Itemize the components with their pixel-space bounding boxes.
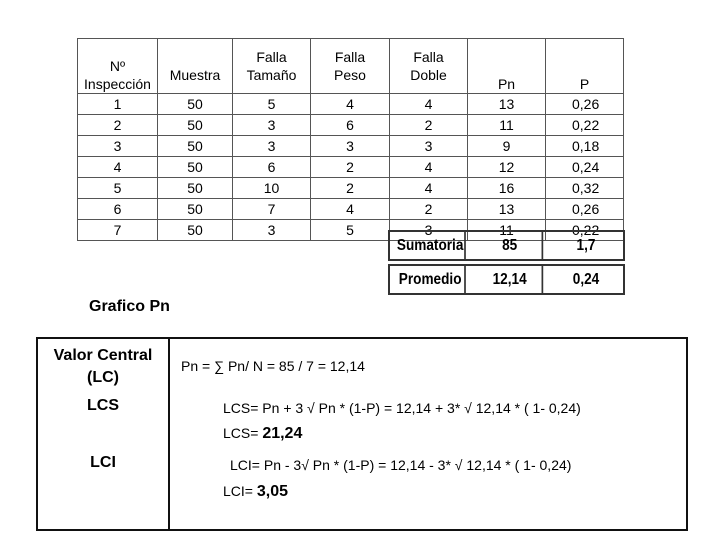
cell-inspection-number: 5	[78, 178, 158, 199]
cell-p: 0,24	[546, 157, 624, 178]
cell-pn: 11	[468, 220, 546, 241]
cell-size-defect: 10	[233, 178, 311, 199]
cell-size-defect: 5	[233, 94, 311, 115]
section-subtitle: Grafico Pn	[89, 298, 170, 315]
table-row	[78, 136, 624, 157]
cell-sample: 50	[158, 94, 233, 115]
cell-weight-defect: 4	[311, 94, 390, 115]
sum-row	[388, 230, 625, 261]
control-limits-panel	[36, 337, 688, 531]
cell-sample: 50	[158, 136, 233, 157]
lcs-formula: LCS= Pn + 3 √ Pn * (1-P) = 12,14 + 3* √ 12,14 * ( 1- 0,24)	[223, 400, 581, 416]
cell-size-defect: 3	[233, 115, 311, 136]
cell-sample: 50	[158, 157, 233, 178]
header-pn: Pn	[468, 39, 546, 94]
lcs-result: LCS= 21,24	[223, 425, 303, 442]
inspection-table	[77, 38, 624, 241]
cell-weight-defect: 2	[311, 178, 390, 199]
table-row	[78, 157, 624, 178]
avg-label: Promedio	[396, 266, 466, 293]
cell-size-defect: 3	[233, 220, 311, 241]
header-inspection-number: Nº Inspección	[78, 39, 158, 94]
cell-double-defect: 4	[390, 157, 468, 178]
cell-weight-defect: 4	[311, 199, 390, 220]
cell-inspection-number: 1	[78, 94, 158, 115]
cell-weight-defect: 3	[311, 136, 390, 157]
sum-p: 1,7	[576, 236, 596, 254]
cell-p: 0,32	[546, 178, 624, 199]
lci-value: 3,05	[256, 483, 288, 500]
cell-weight-defect: 5	[311, 220, 390, 241]
lci-formula: LCI= Pn - 3√ Pn * (1-P) = 12,14 - 3* √ 12,14 * ( 1- 0,24)	[230, 457, 572, 473]
cell-inspection-number: 7	[78, 220, 158, 241]
cell-inspection-number: 4	[78, 157, 158, 178]
cell-double-defect: 2	[390, 199, 468, 220]
cell-p: 0,26	[546, 199, 624, 220]
cell-sample: 50	[158, 199, 233, 220]
cell-pn: 9	[468, 136, 546, 157]
cell-pn: 11	[468, 115, 546, 136]
lci-label: LCI	[90, 454, 116, 471]
panel-divider	[168, 339, 170, 529]
lcs-value: 21,24	[262, 425, 303, 442]
cell-pn: 16	[468, 178, 546, 199]
cell-pn: 12	[468, 157, 546, 178]
cell-pn: 13	[468, 199, 546, 220]
cell-p: 0,22	[546, 220, 624, 241]
lcs-label: LCS	[87, 397, 119, 414]
average-row	[388, 264, 625, 295]
cell-p: 0,22	[546, 115, 624, 136]
table-row	[78, 178, 624, 199]
header-size-defect: Falla Tamaño	[233, 39, 311, 94]
cell-sample: 50	[158, 115, 233, 136]
lc-formula: Pn = ∑ Pn/ N = 85 / 7 = 12,14	[181, 358, 365, 374]
cell-weight-defect: 6	[311, 115, 390, 136]
cell-size-defect: 7	[233, 199, 311, 220]
sum-label: Sumatoria	[396, 232, 466, 259]
cell-double-defect: 2	[390, 115, 468, 136]
header-double-defect: Falla Doble	[390, 39, 468, 94]
table-header-row	[78, 39, 624, 94]
cell-inspection-number: 6	[78, 199, 158, 220]
cell-inspection-number: 2	[78, 115, 158, 136]
header-sample: Muestra	[158, 39, 233, 94]
header-weight-defect: Falla Peso	[311, 39, 390, 94]
table-row	[78, 115, 624, 136]
table-row	[78, 199, 624, 220]
avg-p: 0,24	[572, 270, 600, 288]
cell-double-defect: 3	[390, 220, 468, 241]
lci-result: LCI= 3,05	[223, 483, 288, 500]
cell-pn: 13	[468, 94, 546, 115]
cell-size-defect: 6	[233, 157, 311, 178]
cell-inspection-number: 3	[78, 136, 158, 157]
cell-weight-defect: 2	[311, 157, 390, 178]
cell-p: 0,18	[546, 136, 624, 157]
table-row	[78, 94, 624, 115]
cell-sample: 50	[158, 178, 233, 199]
avg-pn: 12,14	[478, 266, 543, 293]
cell-double-defect: 4	[390, 178, 468, 199]
cell-size-defect: 3	[233, 136, 311, 157]
cell-double-defect: 3	[390, 136, 468, 157]
sum-pn: 85	[478, 232, 543, 259]
lc-label: Valor Central (LC)	[53, 347, 153, 386]
cell-p: 0,26	[546, 94, 624, 115]
cell-sample: 50	[158, 220, 233, 241]
cell-double-defect: 4	[390, 94, 468, 115]
header-p: P	[546, 39, 624, 94]
